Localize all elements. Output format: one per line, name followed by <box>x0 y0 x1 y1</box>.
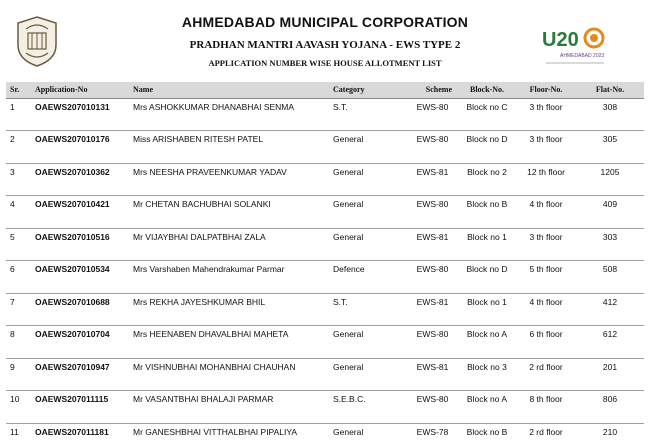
cell-application-no: OAEWS207010131 <box>35 101 110 112</box>
cell-name: Mrs NEESHA PRAVEENKUMAR YADAV <box>133 166 287 177</box>
allotment-table <box>6 82 644 441</box>
cell-scheme: EWS-80 <box>416 329 449 339</box>
cell-flat: 806 <box>602 394 618 404</box>
cell-name: Mrs REKHA JAYESHKUMAR BHIL <box>133 296 266 307</box>
cell-sr: 4 <box>10 199 15 209</box>
cell-application-no: OAEWS207010947 <box>35 361 110 372</box>
u20-logo-text: U20 <box>542 29 579 51</box>
table-row <box>6 326 644 359</box>
table-row <box>6 423 644 441</box>
cell-name: Mrs HEENABEN DHAVALBHAI MAHETA <box>133 329 289 339</box>
cell-flat: 303 <box>602 231 618 242</box>
cell-name: Mr GANESHBHAI VITTHALBHAI PIPALIYA <box>133 426 298 437</box>
cell-block: Block no A <box>466 329 508 339</box>
cell-application-no: OAEWS207010176 <box>35 134 110 144</box>
cell-block: Block no 3 <box>467 361 507 372</box>
cell-flat: 201 <box>602 361 618 372</box>
cell-scheme: EWS-80 <box>416 199 449 209</box>
cell-scheme: EWS-80 <box>416 394 449 404</box>
cell-block: Block no B <box>466 426 508 437</box>
cell-block: Block no 1 <box>467 231 507 242</box>
list-title: APPLICATION NUMBER WISE HOUSE ALLOTMENT LIST <box>208 58 442 68</box>
cell-block: Block no B <box>466 199 508 209</box>
cell-name: Mrs Varshaben Mahendrakumar Parmar <box>133 264 285 274</box>
cell-name: Miss ARISHABEN RITESH PATEL <box>133 134 264 144</box>
column-header-scheme: Scheme <box>407 82 458 98</box>
cell-block: Block no D <box>466 264 508 274</box>
cell-sr: 10 <box>10 394 20 404</box>
column-header-block: Block-No. <box>458 82 516 98</box>
cell-application-no: OAEWS207010362 <box>35 166 110 177</box>
cell-application-no: OAEWS207011115 <box>35 394 109 404</box>
cell-scheme: EWS-80 <box>416 264 449 274</box>
cell-scheme: EWS-78 <box>416 426 449 437</box>
u20-logo-caption: AHMEDABAD 2023 <box>560 53 605 59</box>
cell-scheme: EWS-81 <box>416 296 449 307</box>
cell-sr: 8 <box>10 329 15 339</box>
cell-category: General <box>333 329 364 339</box>
cell-floor: 8 th floor <box>529 394 563 404</box>
cell-application-no: OAEWS207010421 <box>35 199 110 209</box>
cell-category: S.T. <box>333 296 348 307</box>
cell-block: Block no 2 <box>467 166 507 177</box>
cell-sr: 1 <box>10 101 15 112</box>
header-subtitle: PRADHAN MANTRI AAVASH YOJANA - EWS TYPE 2 <box>189 39 461 51</box>
cell-category: General <box>333 426 364 437</box>
cell-floor: 5 th floor <box>529 264 563 274</box>
cell-flat: 1205 <box>600 166 620 177</box>
cell-category: General <box>333 361 364 372</box>
table-row <box>6 163 644 196</box>
cell-scheme: EWS-81 <box>416 361 449 372</box>
cell-flat: 308 <box>602 101 618 112</box>
cell-floor: 12 th floor <box>527 166 565 177</box>
column-header-category: Category <box>329 82 407 98</box>
document-header <box>0 0 650 82</box>
cell-block: Block no C <box>466 101 508 112</box>
cell-floor: 4 th floor <box>529 296 563 307</box>
cell-flat: 612 <box>602 329 618 339</box>
cell-name: Mr VASANTBHAI BHALAJI PARMAR <box>133 394 274 404</box>
cell-category: General <box>333 231 364 242</box>
table-row <box>6 196 644 229</box>
cell-category: S.T. <box>333 101 348 112</box>
cell-name: Mr VIJAYBHAI DALPATBHAI ZALA <box>133 231 266 242</box>
column-header-name: Name <box>129 82 329 98</box>
column-header-application-no: Application-No <box>31 82 129 98</box>
cell-floor: 3 th floor <box>529 134 563 144</box>
cell-scheme: EWS-80 <box>416 101 449 112</box>
cell-block: Block no D <box>466 134 508 144</box>
cell-category: S.E.B.C. <box>333 394 366 404</box>
cell-flat: 210 <box>602 426 618 437</box>
cell-block: Block no A <box>466 394 508 404</box>
cell-application-no: OAEWS207010688 <box>35 296 110 307</box>
u20-logo-icon <box>540 22 610 68</box>
cell-flat: 412 <box>602 296 618 307</box>
cell-sr: 7 <box>10 296 15 307</box>
cell-name: Mr VISHNUBHAI MOHANBHAI CHAUHAN <box>133 361 296 372</box>
column-header-flat: Flat-No. <box>576 82 644 98</box>
cell-sr: 5 <box>10 231 15 242</box>
cell-floor: 3 th floor <box>529 231 563 242</box>
cell-category: Defence <box>333 264 365 274</box>
cell-category: General <box>333 134 364 144</box>
cell-sr: 2 <box>10 134 15 144</box>
column-header-floor: Floor-No. <box>516 82 576 98</box>
cell-flat: 409 <box>602 199 618 209</box>
table-header-row <box>6 82 644 98</box>
cell-application-no: OAEWS207010516 <box>35 231 110 242</box>
cell-application-no: OAEWS207011181 <box>35 426 109 437</box>
cell-sr: 3 <box>10 166 15 177</box>
table-row <box>6 261 644 294</box>
table-row <box>6 293 644 326</box>
cell-block: Block no 1 <box>467 296 507 307</box>
cell-scheme: EWS-81 <box>416 166 449 177</box>
table-row <box>6 131 644 164</box>
cell-name: Mrs ASHOKKUMAR DHANABHAI SENMA <box>133 101 295 112</box>
table-row <box>6 358 644 391</box>
cell-flat: 508 <box>602 264 618 274</box>
cell-name: Mr CHETAN BACHUBHAI SOLANKI <box>133 199 271 209</box>
column-header-sr: Sr. <box>6 82 31 98</box>
cell-category: General <box>333 166 364 177</box>
header-title: AHMEDABAD MUNICIPAL CORPORATION <box>181 14 469 30</box>
cell-sr: 11 <box>10 426 19 437</box>
cell-floor: 4 th floor <box>529 199 563 209</box>
table-row <box>6 391 644 424</box>
cell-floor: 2 rd floor <box>529 426 563 437</box>
table-row <box>6 98 644 131</box>
cell-floor: 6 th floor <box>529 329 563 339</box>
cell-application-no: OAEWS207010534 <box>35 264 110 274</box>
cell-flat: 305 <box>602 134 618 144</box>
table-row <box>6 228 644 261</box>
cell-floor: 3 th floor <box>529 101 563 112</box>
cell-scheme: EWS-81 <box>416 231 449 242</box>
cell-application-no: OAEWS207010704 <box>35 329 110 339</box>
cell-floor: 2 rd floor <box>529 361 563 372</box>
cell-sr: 6 <box>10 264 15 274</box>
cell-sr: 9 <box>10 361 15 372</box>
cell-scheme: EWS-80 <box>416 134 449 144</box>
cell-category: General <box>333 199 364 209</box>
